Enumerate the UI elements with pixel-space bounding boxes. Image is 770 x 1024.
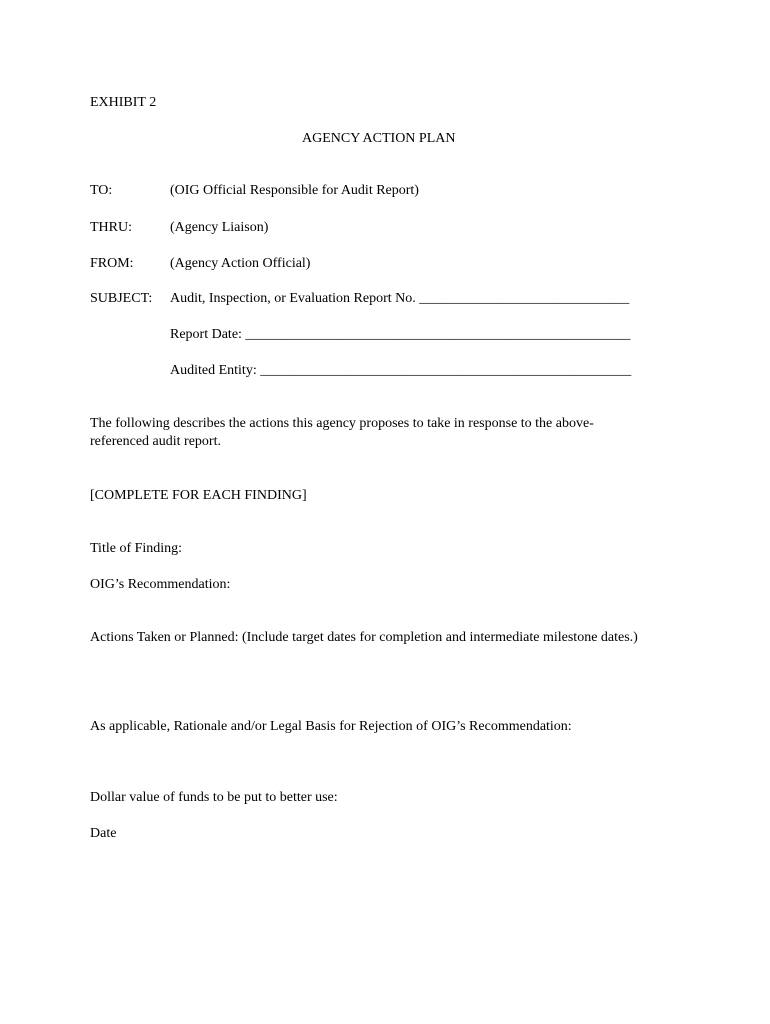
report-date-row: Report Date: _______________________________________________________ [170,327,631,342]
audited-entity-row: Audited Entity: _____________________________________________________ [170,363,632,378]
oig-recommendation: OIG’s Recommendation: [90,577,231,592]
dollar-value: Dollar value of funds to be put to better use: [90,790,338,805]
subject-label: SUBJECT: [90,291,153,306]
actions-taken: Actions Taken or Planned: (Include target dates for completion and intermediate milestone dates.) [90,630,638,645]
date-field: Date [90,826,117,841]
from-label: FROM: [90,256,134,271]
rationale: As applicable, Rationale and/or Legal Basis for Rejection of OIG’s Recommendation: [90,719,572,734]
exhibit-label: EXHIBIT 2 [90,95,157,110]
thru-value: (Agency Liaison) [170,220,269,235]
intro-paragraph: The following describes the actions this agency proposes to take in response to the above-referenced audit report. [90,416,594,449]
instruction: [COMPLETE FOR EACH FINDING] [90,488,307,503]
thru-label: THRU: [90,220,132,235]
from-value: (Agency Action Official) [170,256,311,271]
subject-value: Audit, Inspection, or Evaluation Report No. ______________________________ [170,291,630,306]
to-label: TO: [90,183,113,198]
page-title: AGENCY ACTION PLAN [302,131,456,146]
to-value: (OIG Official Responsible for Audit Report) [170,183,419,198]
title-of-finding: Title of Finding: [90,541,183,556]
